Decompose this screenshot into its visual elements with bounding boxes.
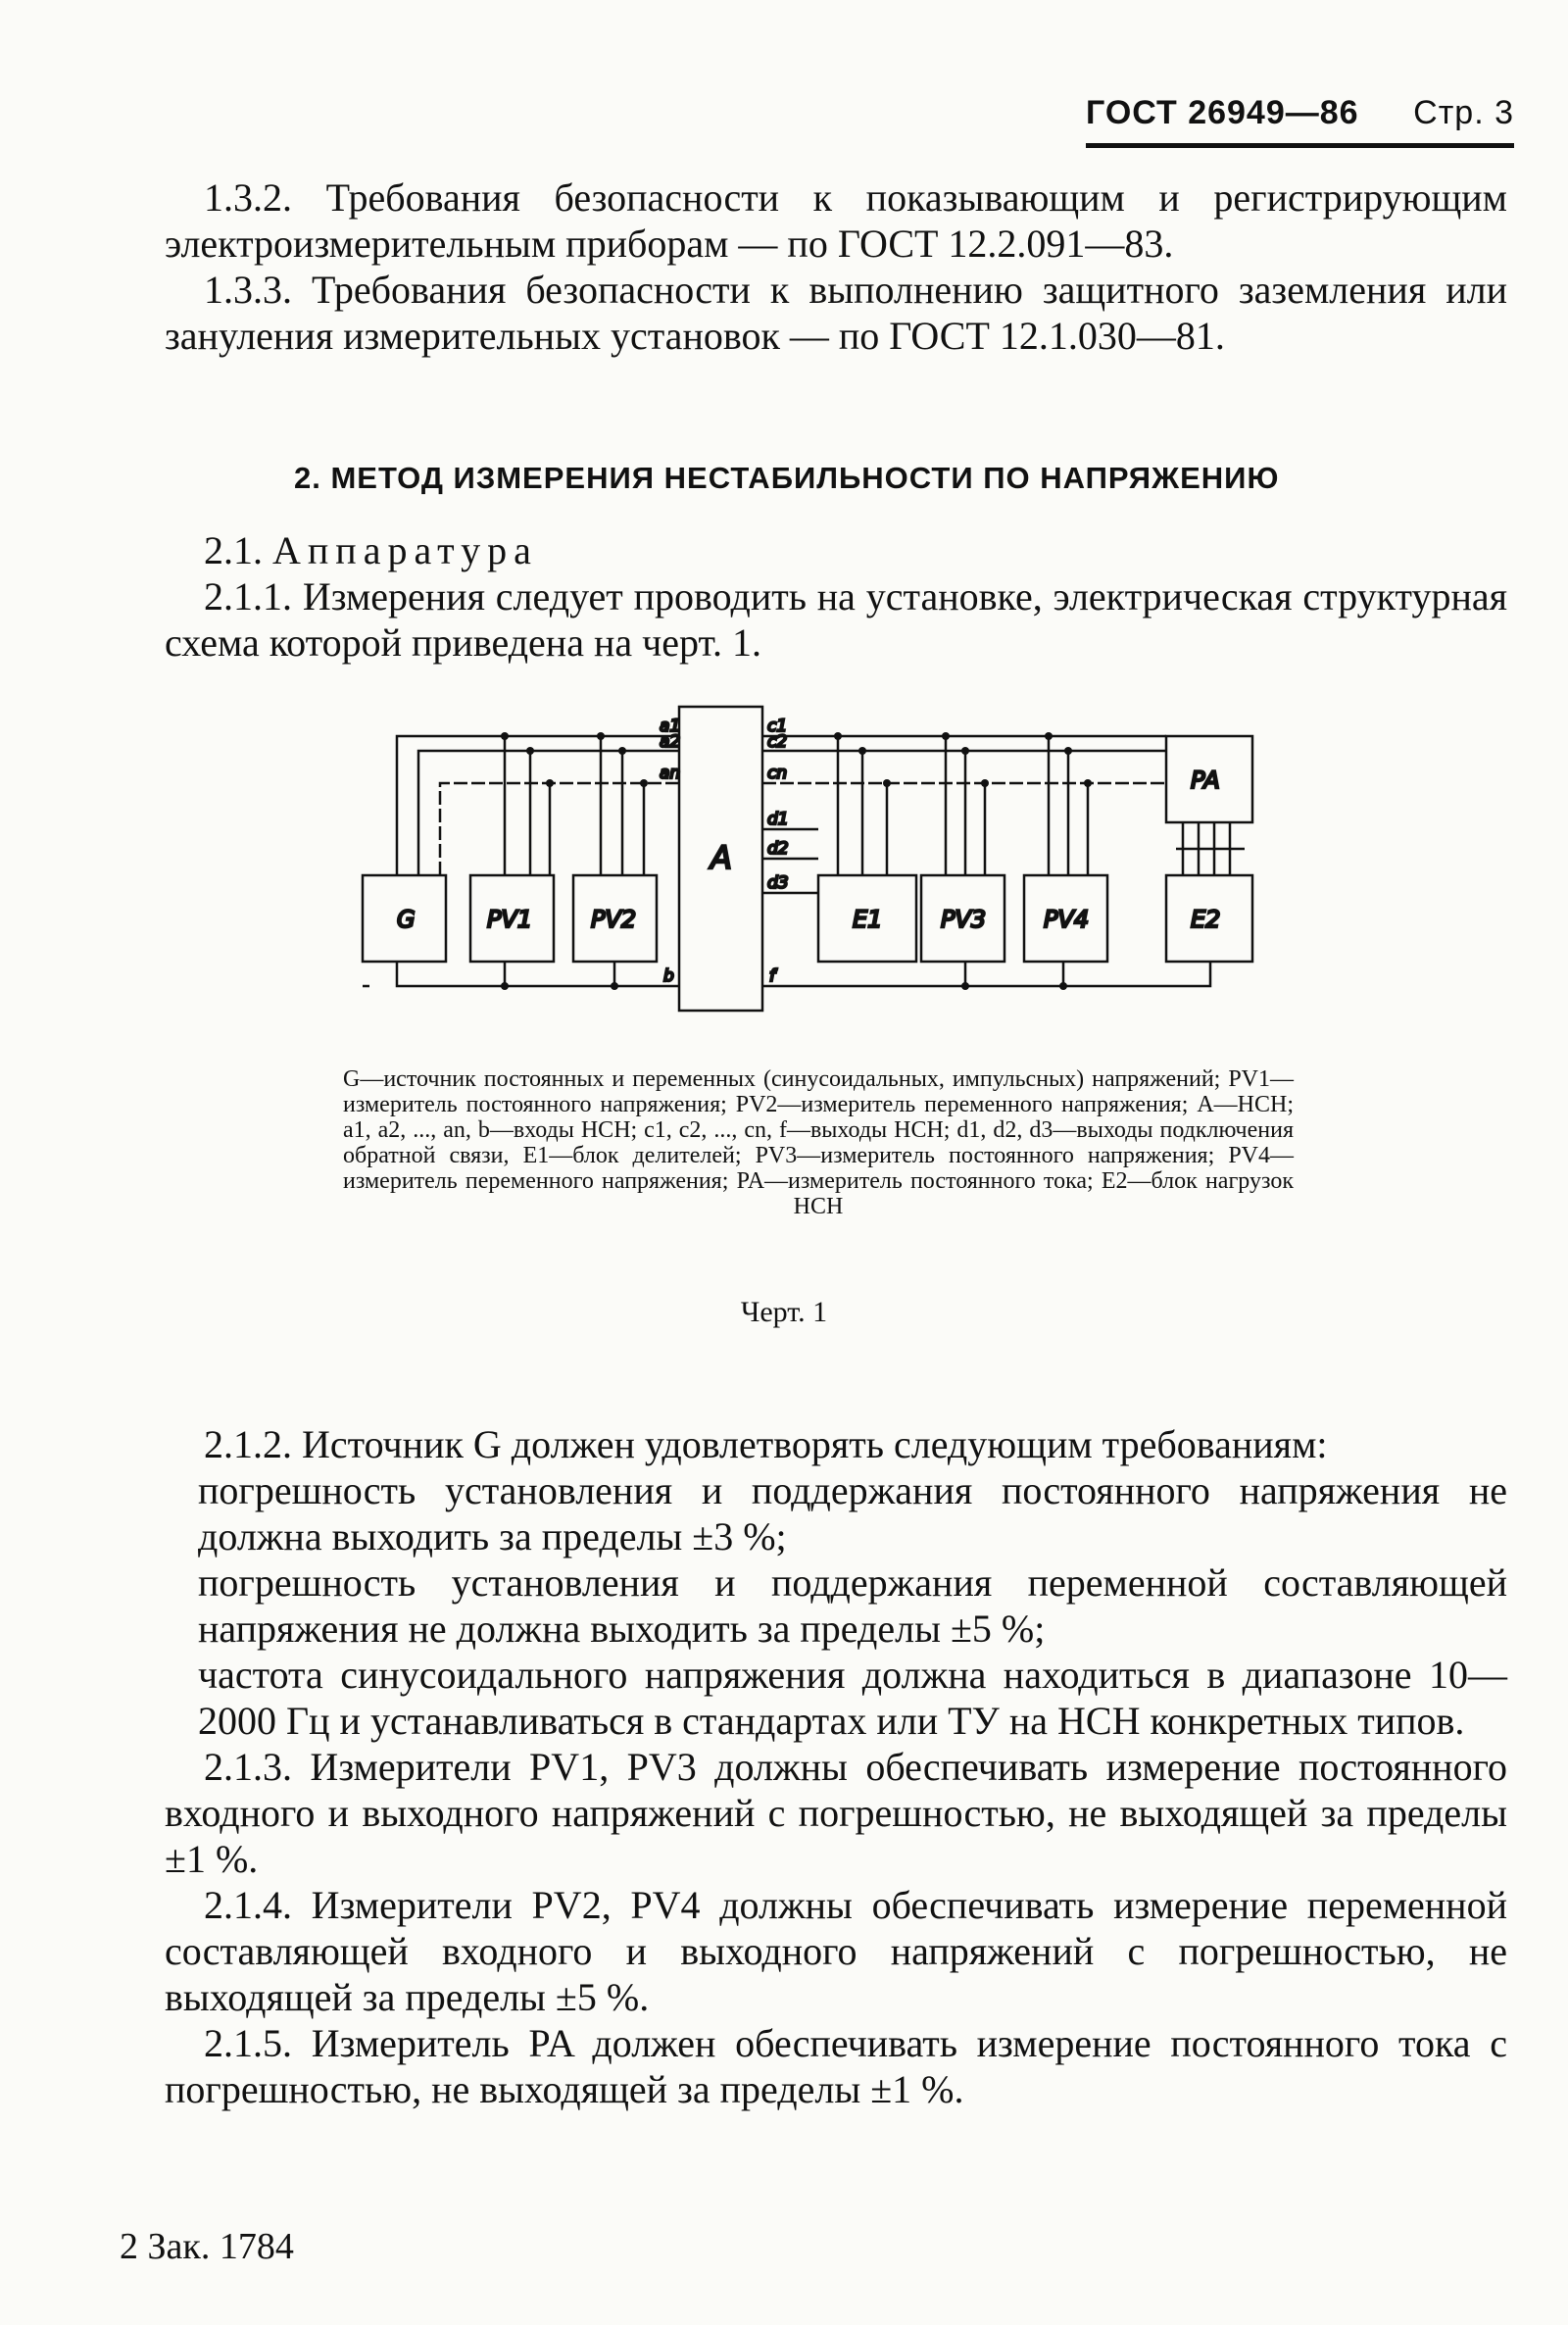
pin-d1: d1	[767, 810, 789, 829]
wire-pv2-taps	[601, 736, 644, 875]
label-pv3: PV3	[941, 906, 987, 933]
paragraph-1-3-3: 1.3.3. Требования безопасности к выполнению защитного заземления или зануления измерительных установок — по ГОСТ 12.1.030—81.	[165, 268, 1507, 358]
label-pa: PA	[1191, 767, 1220, 794]
pin-b: b	[663, 966, 674, 986]
requirement-item-2: погрешность установления и поддержания переменной составляющей напряжения не должна выходить за пределы ±5 %;	[198, 1560, 1507, 1651]
figure-legend: G—источник постоянных и переменных (синусоидальных, импульсных) напряжений; PV1—измеритель постоянного напряжения; PV2—измеритель переменного напряжения; A—НСН; a1, a2, ..., an, b—входы НСН; c1, c2, ..., cn, f—выходы НСН; d1, d2, d3—выходы подключения обратной связи, E1—блок делителей; PV3—измеритель постоянного напряжения; PV4—измеритель переменного напряжения; PA—измеритель постоянного тока; E2—блок нагрузок НСН	[343, 1066, 1294, 1219]
paragraph-2-1-5: 2.1.5. Измеритель PA должен обеспечивать измерение постоянного тока с погрешностью, не выходящей за пределы ±1 %.	[165, 2021, 1507, 2111]
wire-e1-taps	[838, 736, 887, 875]
subsection-title: Аппаратура	[272, 528, 538, 572]
label-a: A	[710, 839, 732, 876]
paragraph-2-1-1: 2.1.1. Измерения следует проводить на установке, электрическая структурная схема которой приведена на черт. 1.	[165, 574, 1507, 665]
pin-d3: d3	[767, 873, 789, 893]
pin-a1: a1	[660, 717, 681, 736]
requirement-item-1: погрешность установления и поддержания постоянного напряжения не должна выходить за пределы ±3 %;	[198, 1468, 1507, 1558]
pin-an: an	[660, 764, 681, 783]
pin-cn: cn	[767, 764, 788, 783]
pin-c1: c1	[767, 717, 788, 736]
intro-block	[165, 174, 1507, 359]
pin-c2: c2	[767, 732, 788, 752]
section-title: 2. МЕТОД ИЗМЕРЕНИЯ НЕСТАБИЛЬНОСТИ ПО НАПРЯЖЕНИЮ	[294, 461, 1280, 495]
requirement-item-3: частота синусоидального напряжения должна находиться в диапазоне 10—2000 Гц и устанавливаться в стандартах или ТУ на НСН конкретных типов.	[198, 1653, 1507, 1743]
subsection-number: 2.1.	[204, 528, 263, 572]
pin-d2: d2	[767, 839, 789, 859]
paragraph-2-1-4: 2.1.4. Измерители PV2, PV4 должны обеспечивать измерение переменной составляющей входного и выходного напряжений с погрешностью, не выходящей за пределы ±5 %.	[165, 1883, 1507, 2019]
wire-pv1-taps	[505, 736, 550, 875]
label-pv1: PV1	[487, 906, 533, 933]
paragraph-2-1-2: 2.1.2. Источник G должен удовлетворять следующим требованиям:	[204, 1422, 1328, 1466]
figure-caption: Черт. 1	[740, 1296, 828, 1328]
block-diagram	[358, 702, 1279, 1025]
label-pv4: PV4	[1044, 906, 1090, 933]
wire-pv4-taps	[1049, 736, 1088, 875]
header-rule	[1086, 143, 1514, 148]
label-e2: E2	[1191, 906, 1221, 933]
wire-b-taps	[505, 962, 614, 986]
wire-f-taps	[965, 962, 1063, 986]
wire-pv3-taps	[946, 736, 985, 875]
junction-dots	[501, 732, 1092, 990]
label-pv2: PV2	[591, 906, 637, 933]
apparatus-block	[165, 527, 1507, 666]
label-e1: E1	[853, 906, 883, 933]
page-number: Стр. 3	[1413, 94, 1514, 131]
page-header	[1086, 86, 1514, 135]
footer-order-number: 2 Зак. 1784	[120, 2226, 294, 2267]
label-g: G	[397, 906, 416, 933]
paragraph-1-3-2: 1.3.2. Требования безопасности к показывающим и регистрирующим электроизмерительным приборам — по ГОСТ 12.2.091—83.	[165, 175, 1507, 266]
block-diagram-svg	[358, 702, 1279, 1025]
wire-b	[397, 962, 679, 986]
wire-f	[762, 962, 1210, 986]
requirements-block	[165, 1421, 1507, 2112]
gost-number: ГОСТ 26949—86	[1086, 94, 1359, 131]
paragraph-2-1-3: 2.1.3. Измерители PV1, PV3 должны обеспечивать измерение постоянного входного и выходного напряжений с погрешностью, не выходящей за пределы ±1 %.	[165, 1745, 1507, 1881]
pin-f: f	[769, 966, 775, 986]
pin-a2: a2	[660, 732, 681, 752]
subsection-heading	[165, 527, 1507, 573]
